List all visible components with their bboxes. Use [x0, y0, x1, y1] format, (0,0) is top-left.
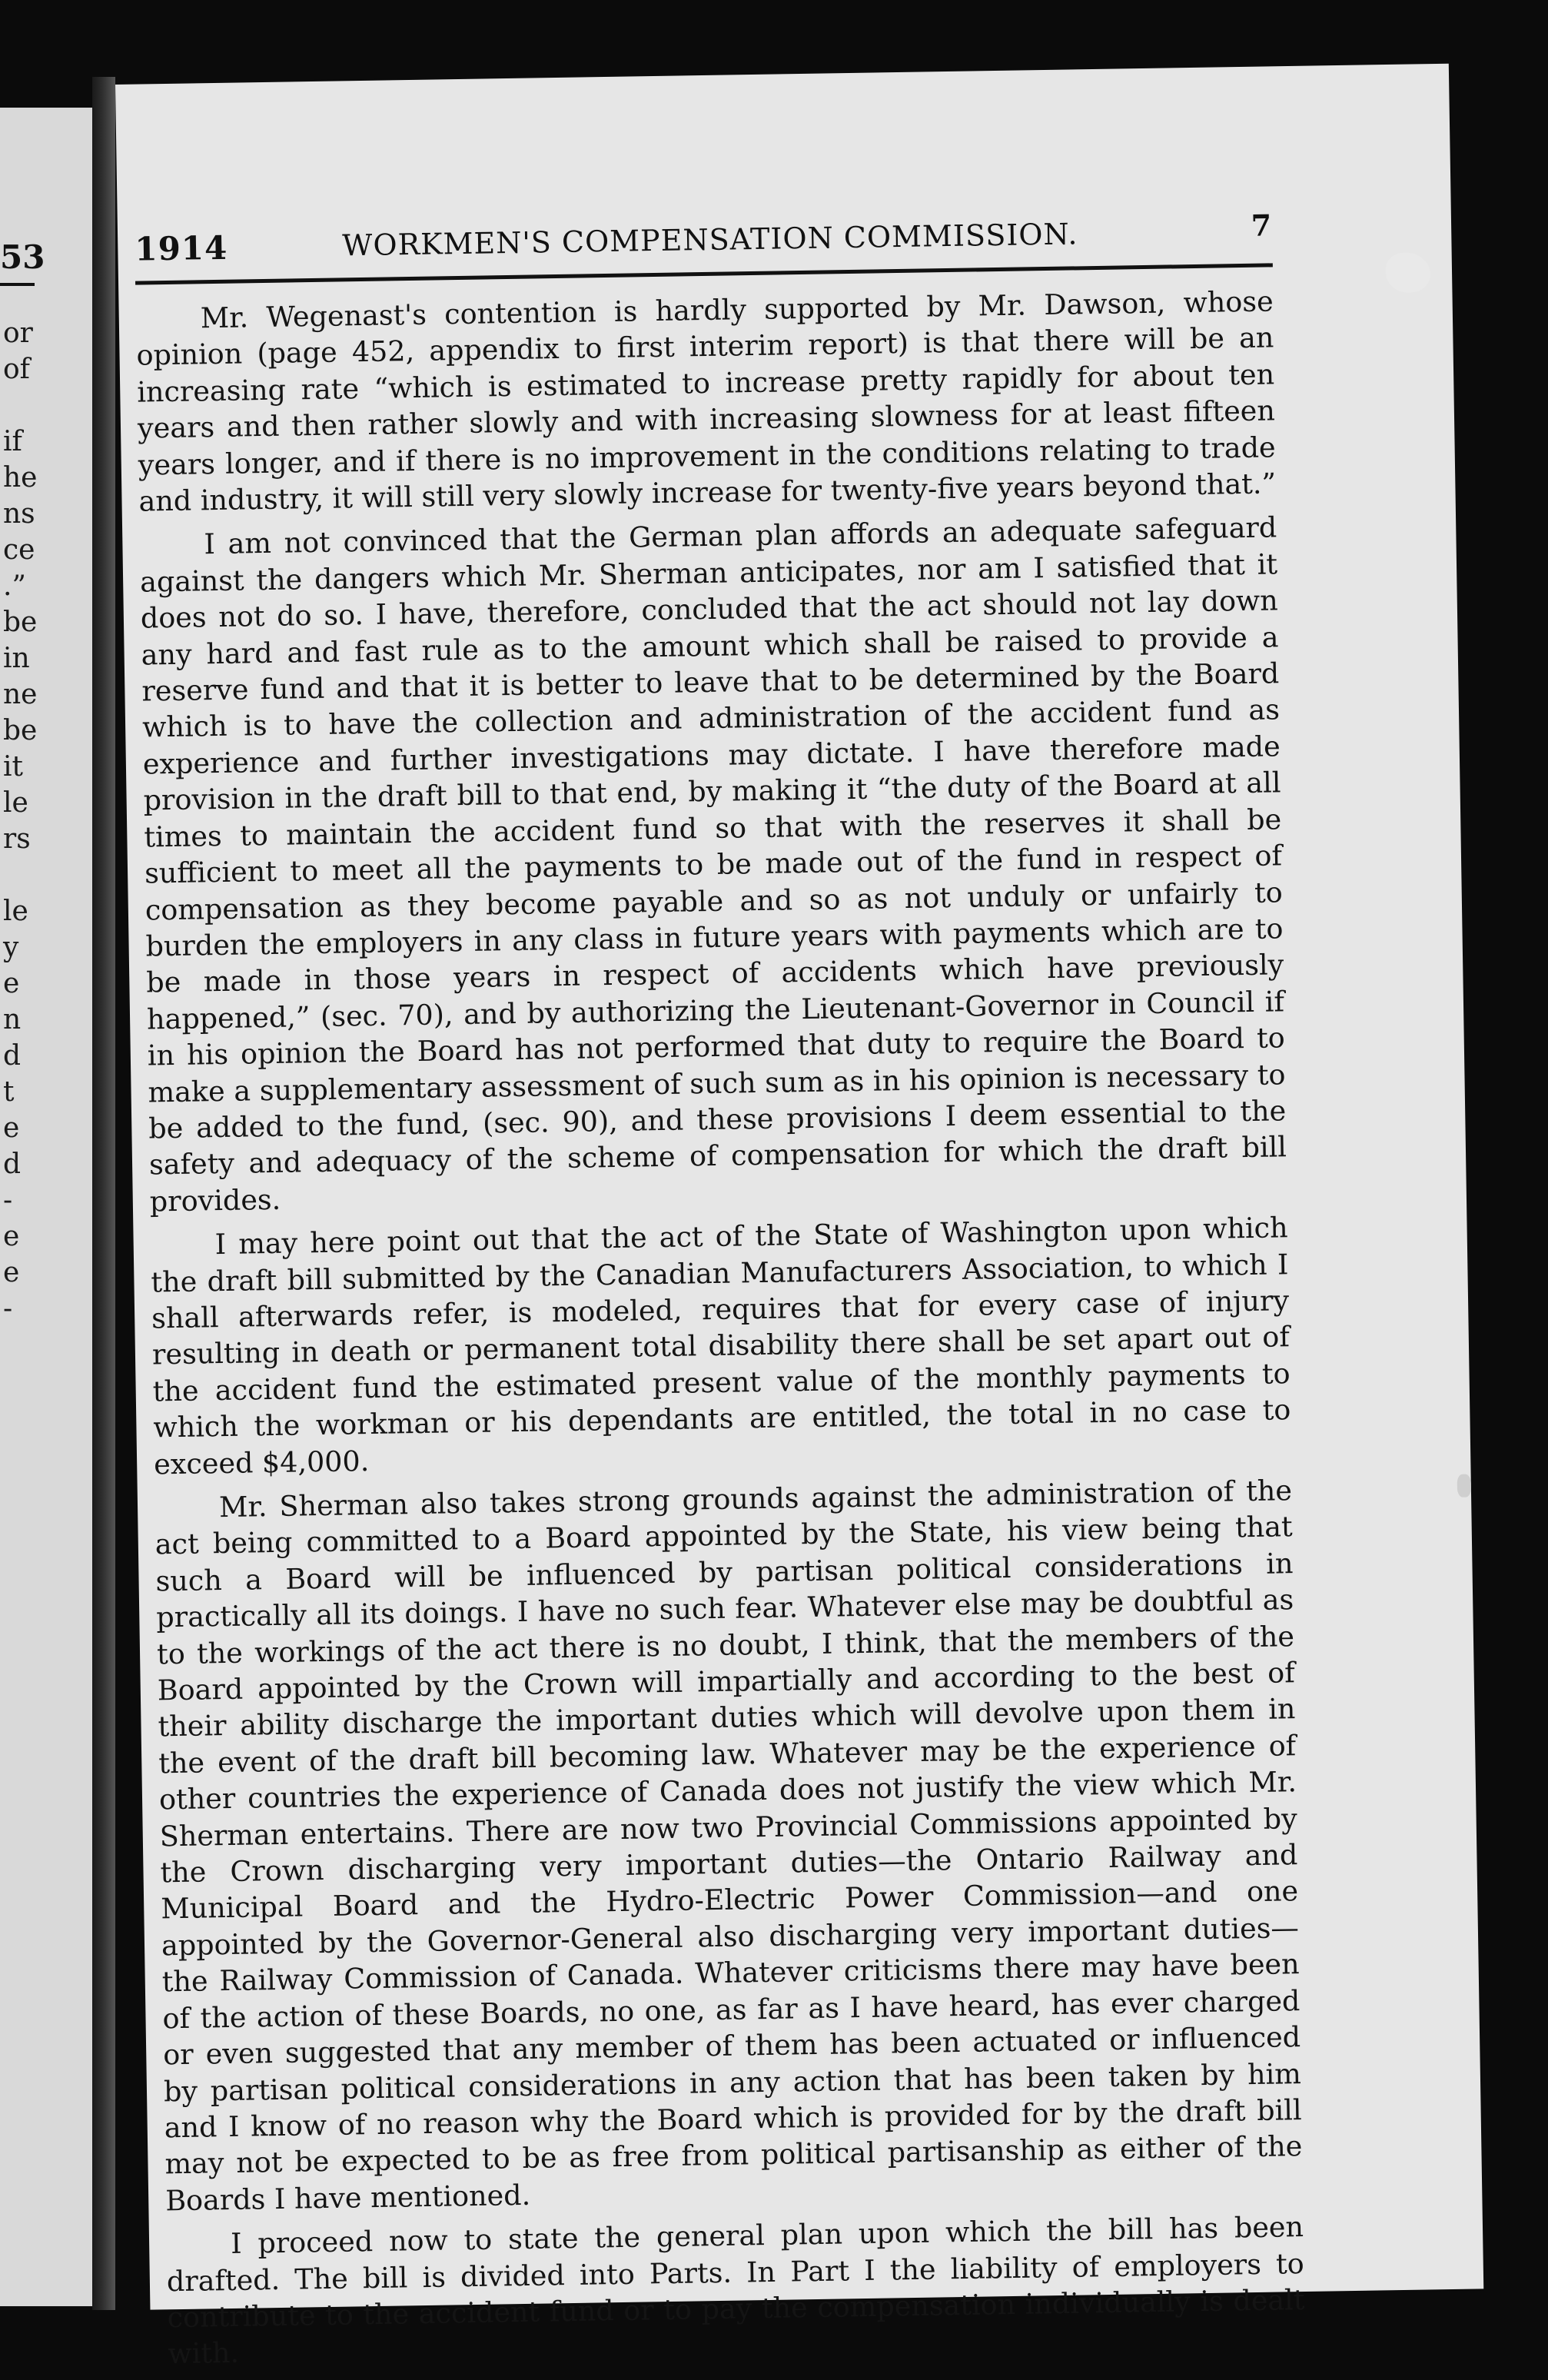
- adjacent-line-fragment: if: [3, 426, 22, 457]
- adjacent-line-fragment: e: [3, 1257, 20, 1288]
- adjacent-header-rule: [0, 283, 35, 286]
- adjacent-line-fragment: le: [3, 896, 28, 927]
- adjacent-line-fragment: ns: [3, 498, 35, 530]
- paragraph: Mr. Sherman also takes strong grounds against the administration of the act being committed to a Board appointed by the State, his view being that such a Board will be influenced by partisan political considerations in practically all its doings. I have no such fear. Whatever else may be doubtful as to the workings of the act there is no doubt, I think, that the members of the Board appointed by the Crown will impartially and according to the best of their ability discharge the important duties which will devolve upon them in the event of the draft bill becoming law. Whatever may be the experience of other countries the experience of Canada does not justify the view which Mr. Sherman entertains. There are now two Provincial Commissions appointed by the Crown discharging very important duties—the Ontario Railway and Municipal Board and the Hydro-Electric Power Commission—and one appointed by the Governor-General also discharging very important duties—the Railway Commission of Canada. Whatever criticisms there may have been of the action of these Boards, no one, as far as I have heard, has ever charged or even suggested that any member of them has been actuated or influenced by partisan political considerations in any action that has been taken by him and I know of no reason why the Board which is provided for by the draft bill may not be expected to be as free from political partisanship as either of the Boards I have mentioned.: [154, 1474, 1303, 2218]
- adjacent-line-fragment: e: [3, 968, 20, 999]
- document-page: [115, 64, 1483, 2371]
- adjacent-line-fragment: or: [3, 317, 33, 349]
- paper-blot: [1457, 1474, 1471, 1497]
- page-number: 7: [1251, 208, 1273, 243]
- adjacent-line-fragment: in: [3, 643, 30, 674]
- adjacent-line-fragment: y: [3, 932, 19, 963]
- adjacent-line-fragment: n: [3, 1004, 22, 1035]
- adjacent-line-fragments: [3, 315, 88, 1327]
- header-year: 1914: [134, 228, 228, 268]
- adjacent-line-fragment: be: [3, 715, 38, 746]
- adjacent-line-fragment: t: [3, 1076, 15, 1108]
- adjacent-line-fragment: [3, 387, 88, 424]
- adjacent-line-fragment: ne: [3, 679, 38, 710]
- page-body: [135, 283, 1305, 2380]
- adjacent-line-fragment: e: [3, 1221, 20, 1252]
- adjacent-line-fragment: -: [3, 1293, 13, 1325]
- adjacent-page-fragment: [0, 108, 92, 2306]
- adjacent-line-fragment: of: [3, 354, 30, 385]
- adjacent-line-fragment: le: [3, 787, 28, 819]
- header-title: WORKMEN'S COMPENSATION COMMISSION.: [341, 217, 1078, 263]
- adjacent-page-number: 53: [0, 238, 45, 276]
- adjacent-line-fragment: rs: [3, 823, 31, 855]
- paragraph: I may here point out that the act of the State of Washington upon which the draft bill submitted by the Canadian Manufacturers Association, to which I shall afterwards refer, is modeled, requires that for every case of injury resulting in death or permanent total disability there shall be set apart out of the accident fund the estimated present value of the monthly payments to which the workman or his dependants are entitled, the total in no case to exceed $4,000.: [151, 1211, 1291, 1481]
- book-gutter: [92, 77, 115, 2310]
- adjacent-line-fragment: he: [3, 462, 38, 494]
- paragraph: I proceed now to state the general plan upon which the bill has been drafted. The bill is divided into Parts. In Part I the liability of employers to contribute to the accident fund or to pay the compensation individually is dealt with.: [166, 2210, 1305, 2371]
- adjacent-line-fragment: be: [3, 607, 38, 638]
- adjacent-line-fragment: -: [3, 1185, 13, 1216]
- paper-blot: [1386, 252, 1431, 293]
- paragraph: Mr. Wegenast's contention is hardly supported by Mr. Dawson, whose opinion (page 452, appendix to first interim report) is that there will be an increasing rate “which is estimated to increase pretty rapidly for about ten years and then rather slowly and with increasing slowness for at least fifteen years longer, and if there is no improvement in the conditions relating to trade and industry, it will still very slowly increase for twenty-five years beyond that.”: [136, 284, 1277, 518]
- adjacent-line-fragment: ce: [3, 534, 35, 566]
- paragraph: I am not convinced that the German plan affords an adequate safeguard against the dangers which Mr. Sherman anticipates, nor am I satisfied that it does not do so. I have, therefore, concluded that the act should not lay down any hard and fast rule as to the amount which shall be raised to provide a reserve fund and that it is better to leave that to be determined by the Board which is to have the collection and administration of the accident fund as experience and further investigations may dictate. I have therefore made provision in the draft bill to that end, by making it “the duty of the Board at all times to maintain the accident fund so that with the reserves it shall be sufficient to meet all the payments to be made out of the fund in respect of compensation as they become payable and so as not unduly or unfairly to burden the employers in any class in future years with payments which are to be made in those years in respect of accidents which have previously happened,” (sec. 70), and by authorizing the Lieutenant-Governor in Council if in his opinion the Board has not performed that duty to require the Board to make a supplementary assessment of such sum as in his opinion is necessary to be added to the fund, (sec. 90), and these provisions I deem essential to the safety and adequacy of the scheme of compensation for which the draft bill provides.: [139, 510, 1287, 1218]
- adjacent-line-fragment: e: [3, 1112, 20, 1144]
- adjacent-line-fragment: d: [3, 1040, 22, 1072]
- adjacent-line-fragment: d: [3, 1148, 22, 1180]
- adjacent-line-fragment: [3, 857, 88, 893]
- adjacent-line-fragment: it: [3, 751, 23, 783]
- adjacent-line-fragment: .”: [3, 570, 26, 602]
